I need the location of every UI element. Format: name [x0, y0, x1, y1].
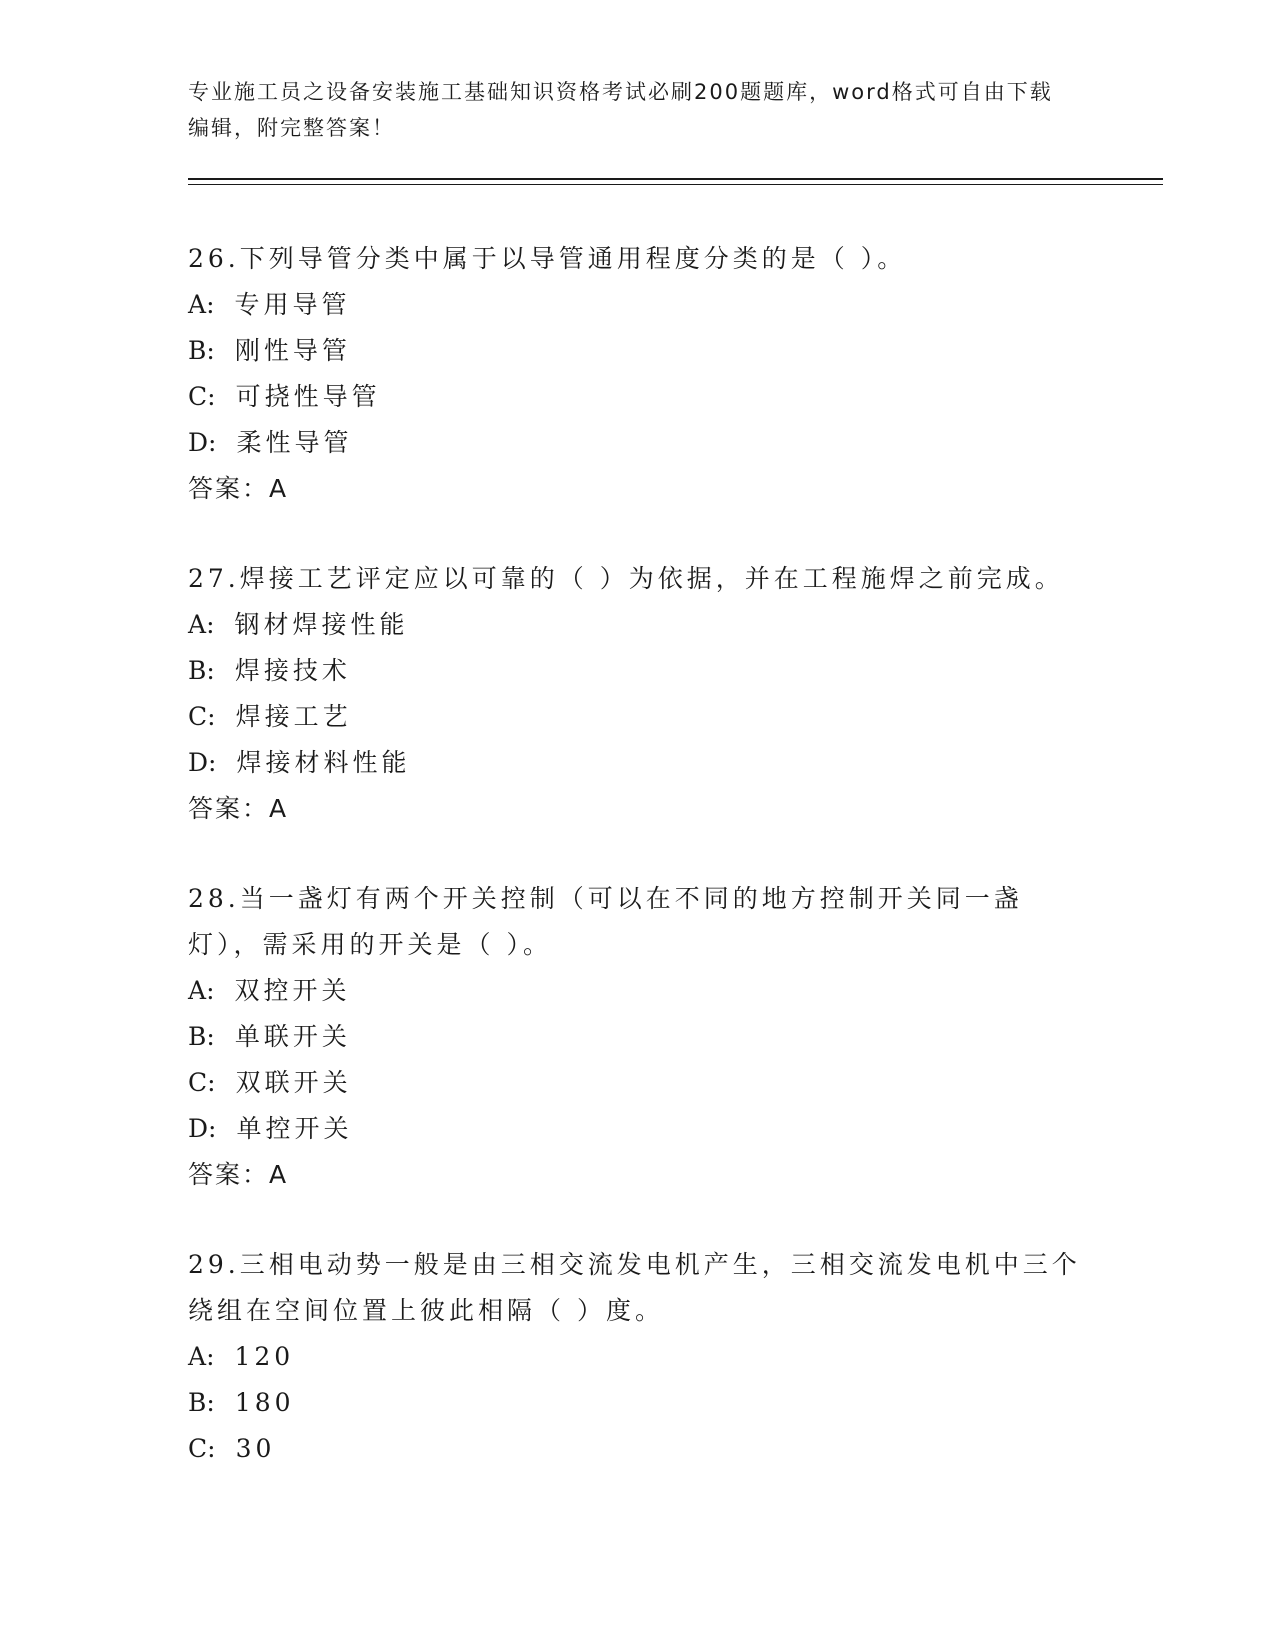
question-number: 29.: [188, 1250, 240, 1279]
option-separator: :: [208, 428, 221, 457]
option-letter: B: [188, 656, 207, 685]
option-letter: A: [188, 290, 207, 319]
question-27: [188, 556, 1088, 832]
option-letter: D: [188, 748, 209, 777]
option-text: 柔性导管: [236, 428, 353, 457]
option-text: 焊接技术: [234, 656, 351, 685]
option-text: 单控开关: [236, 1114, 353, 1143]
option-separator: :: [207, 1068, 220, 1097]
answer-line: 答案：A: [188, 1160, 289, 1189]
option-letter: C: [188, 702, 208, 731]
question-stem: [188, 236, 1088, 282]
question-number: 26.: [188, 244, 240, 273]
option-letter: D: [188, 428, 209, 457]
answer-line: 答案：A: [188, 474, 289, 503]
option-a: [188, 282, 1088, 328]
option-separator: :: [206, 610, 219, 639]
option-text: 钢材焊接性能: [234, 610, 409, 639]
option-separator: :: [206, 976, 219, 1005]
option-letter: A: [188, 610, 207, 639]
question-stem: [188, 556, 1088, 602]
question-29: [188, 1242, 1088, 1472]
question-text: 焊接工艺评定应以可靠的（ ）为依据，并在工程施焊之前完成。: [239, 564, 1064, 593]
option-b: [188, 648, 1088, 694]
question-stem: [188, 876, 1088, 968]
option-text: 双控开关: [234, 976, 351, 1005]
question-text: 下列导管分类中属于以导管通用程度分类的是（ ）。: [239, 244, 907, 273]
option-text: 可挠性导管: [235, 382, 381, 411]
option-separator: :: [206, 656, 219, 685]
option-text: 180: [234, 1388, 295, 1417]
option-letter: C: [188, 382, 208, 411]
header-divider-bottom: [188, 184, 1163, 185]
option-text: 120: [234, 1342, 295, 1371]
question-number: 28.: [188, 884, 240, 913]
option-text: 30: [235, 1434, 276, 1463]
option-separator: :: [207, 702, 220, 731]
option-letter: B: [188, 336, 207, 365]
option-letter: C: [188, 1434, 208, 1463]
option-separator: :: [208, 1114, 221, 1143]
option-text: 单联开关: [234, 1022, 351, 1051]
option-separator: :: [206, 1388, 219, 1417]
option-letter: D: [188, 1114, 209, 1143]
option-b: [188, 1014, 1088, 1060]
question-number: 27.: [188, 564, 240, 593]
option-c: [188, 1060, 1088, 1106]
question-text: 当一盏灯有两个开关控制（可以在不同的地方控制开关同一盏灯），需采用的开关是（ ）。: [188, 884, 1023, 959]
option-c: [188, 374, 1088, 420]
option-d: [188, 1106, 1088, 1152]
option-a: [188, 602, 1088, 648]
question-stem: [188, 1242, 1088, 1334]
option-b: [188, 1380, 1088, 1426]
option-d: [188, 740, 1088, 786]
option-d: [188, 420, 1088, 466]
question-26: [188, 236, 1088, 512]
option-a: [188, 968, 1088, 1014]
option-b: [188, 328, 1088, 374]
option-text: 焊接材料性能: [236, 748, 411, 777]
document-header: 专业施工员之设备安装施工基础知识资格考试必刷200题题库，word格式可自由下载编辑，附完整答案！: [188, 80, 1053, 140]
option-separator: :: [206, 336, 219, 365]
option-text: 刚性导管: [234, 336, 351, 365]
option-separator: :: [207, 1434, 220, 1463]
option-separator: :: [207, 382, 220, 411]
header-divider-top: [188, 178, 1163, 180]
option-letter: A: [188, 1342, 207, 1371]
option-text: 焊接工艺: [235, 702, 352, 731]
option-separator: :: [206, 1022, 219, 1051]
option-separator: :: [208, 748, 221, 777]
option-letter: A: [188, 976, 207, 1005]
question-28: [188, 876, 1088, 1198]
option-text: 双联开关: [235, 1068, 352, 1097]
option-c: [188, 1426, 1088, 1472]
answer-line: 答案：A: [188, 794, 289, 823]
option-a: [188, 1334, 1088, 1380]
option-letter: B: [188, 1388, 207, 1417]
option-text: 专用导管: [234, 290, 351, 319]
option-separator: :: [206, 1342, 219, 1371]
option-letter: B: [188, 1022, 207, 1051]
option-letter: C: [188, 1068, 208, 1097]
question-text: 三相电动势一般是由三相交流发电机产生，三相交流发电机中三个绕组在空间位置上彼此相隔（ ）度。: [188, 1250, 1081, 1325]
option-separator: :: [206, 290, 219, 319]
option-c: [188, 694, 1088, 740]
